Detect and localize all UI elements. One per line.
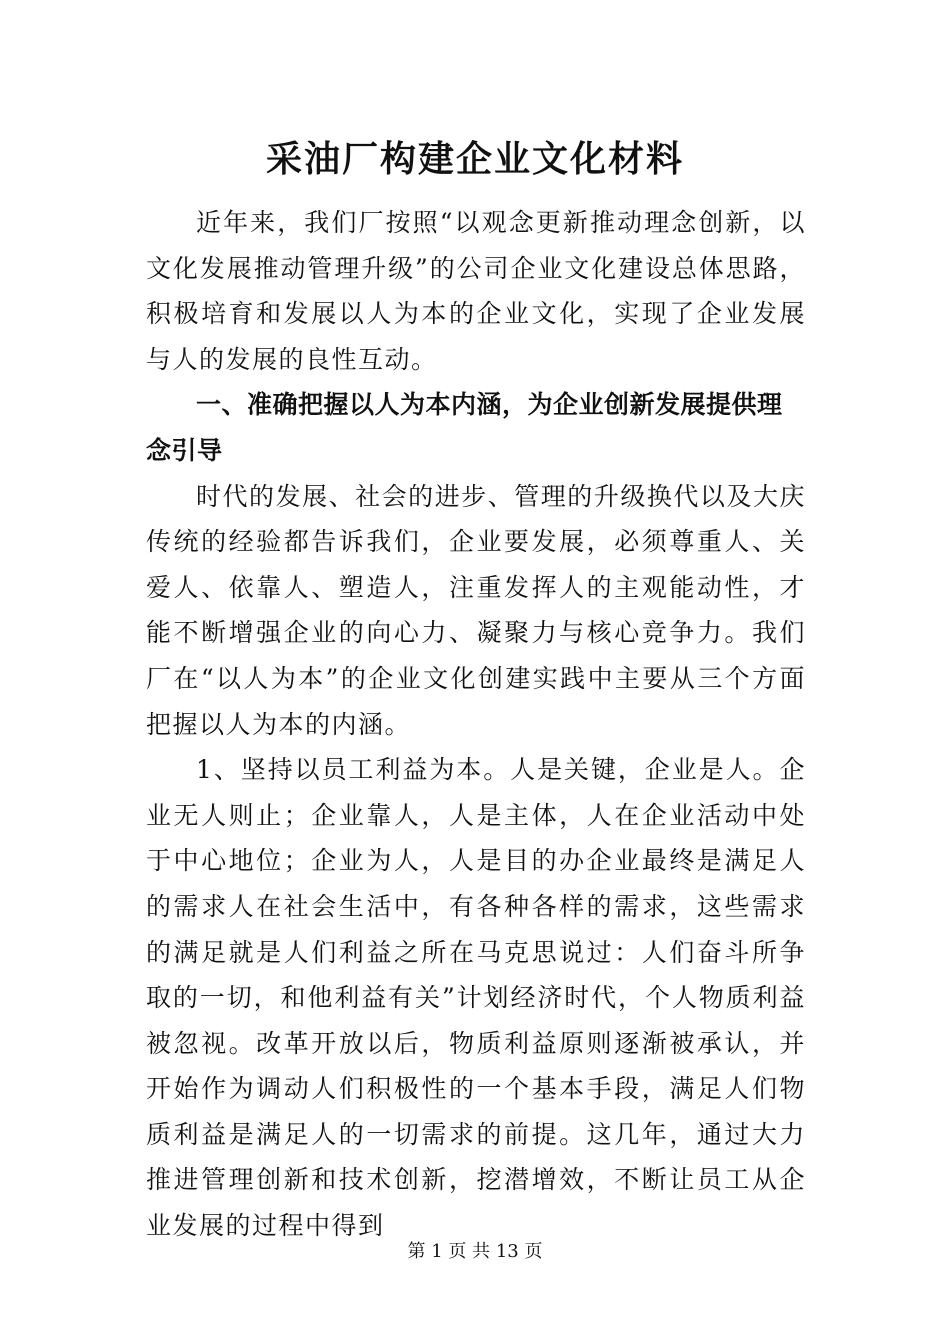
section-1-paragraph: 时代的发展、社会的进步、管理的升级换代以及大庆传统的经验都告诉我们，企业要发展，必须尊重人、关爱人、依靠人、塑造人，注重发挥人的主观能动性，才能不断增强企业的向心力、凝聚力与核心竞争力。我们厂在“以人为本”的企业文化创建实践中主要从三个方面把握以人为本的内涵。 — [146, 481, 806, 739]
document-body — [146, 200, 806, 1249]
intro-paragraph: 近年来，我们厂按照“以观念更新推动理念创新，以文化发展推动管理升级”的公司企业文化建设总体思路，积极培育和发展以人为本的企业文化，实现了企业发展与人的发展的良性互动。 — [146, 208, 806, 374]
section-1-heading: 一、准确把握以人为本内涵，为企业创新发展提供理念引导 — [146, 390, 783, 465]
document-title: 采油厂构建企业文化材料 — [265, 138, 684, 180]
item-1-paragraph: 1、坚持以员工利益为本。人是关键，企业是人。企业无人则止；企业靠人，人是主体，人在企业活动中处于中心地位；企业为人，人是目的办企业最终是满足人的需求人在社会生活中，有各种各样的需求，这些需求的满足就是人们利益之所在马克思说过：人们奋斗所争取的一切，和他利益有关”计划经济时代，个人物质利益被忽视。改革开放以后，物质利益原则逐渐被承认，并开始作为调动人们积极性的一个基本手段，满足人们物质利益是满足人的一切需求的前提。这几年，通过大力推进管理创新和技术创新，挖潜增效，不断让员工从企业发展的过程中得到 — [146, 755, 806, 1241]
page-number-footer: 第 1 页 共 13 页 — [407, 1241, 543, 1262]
